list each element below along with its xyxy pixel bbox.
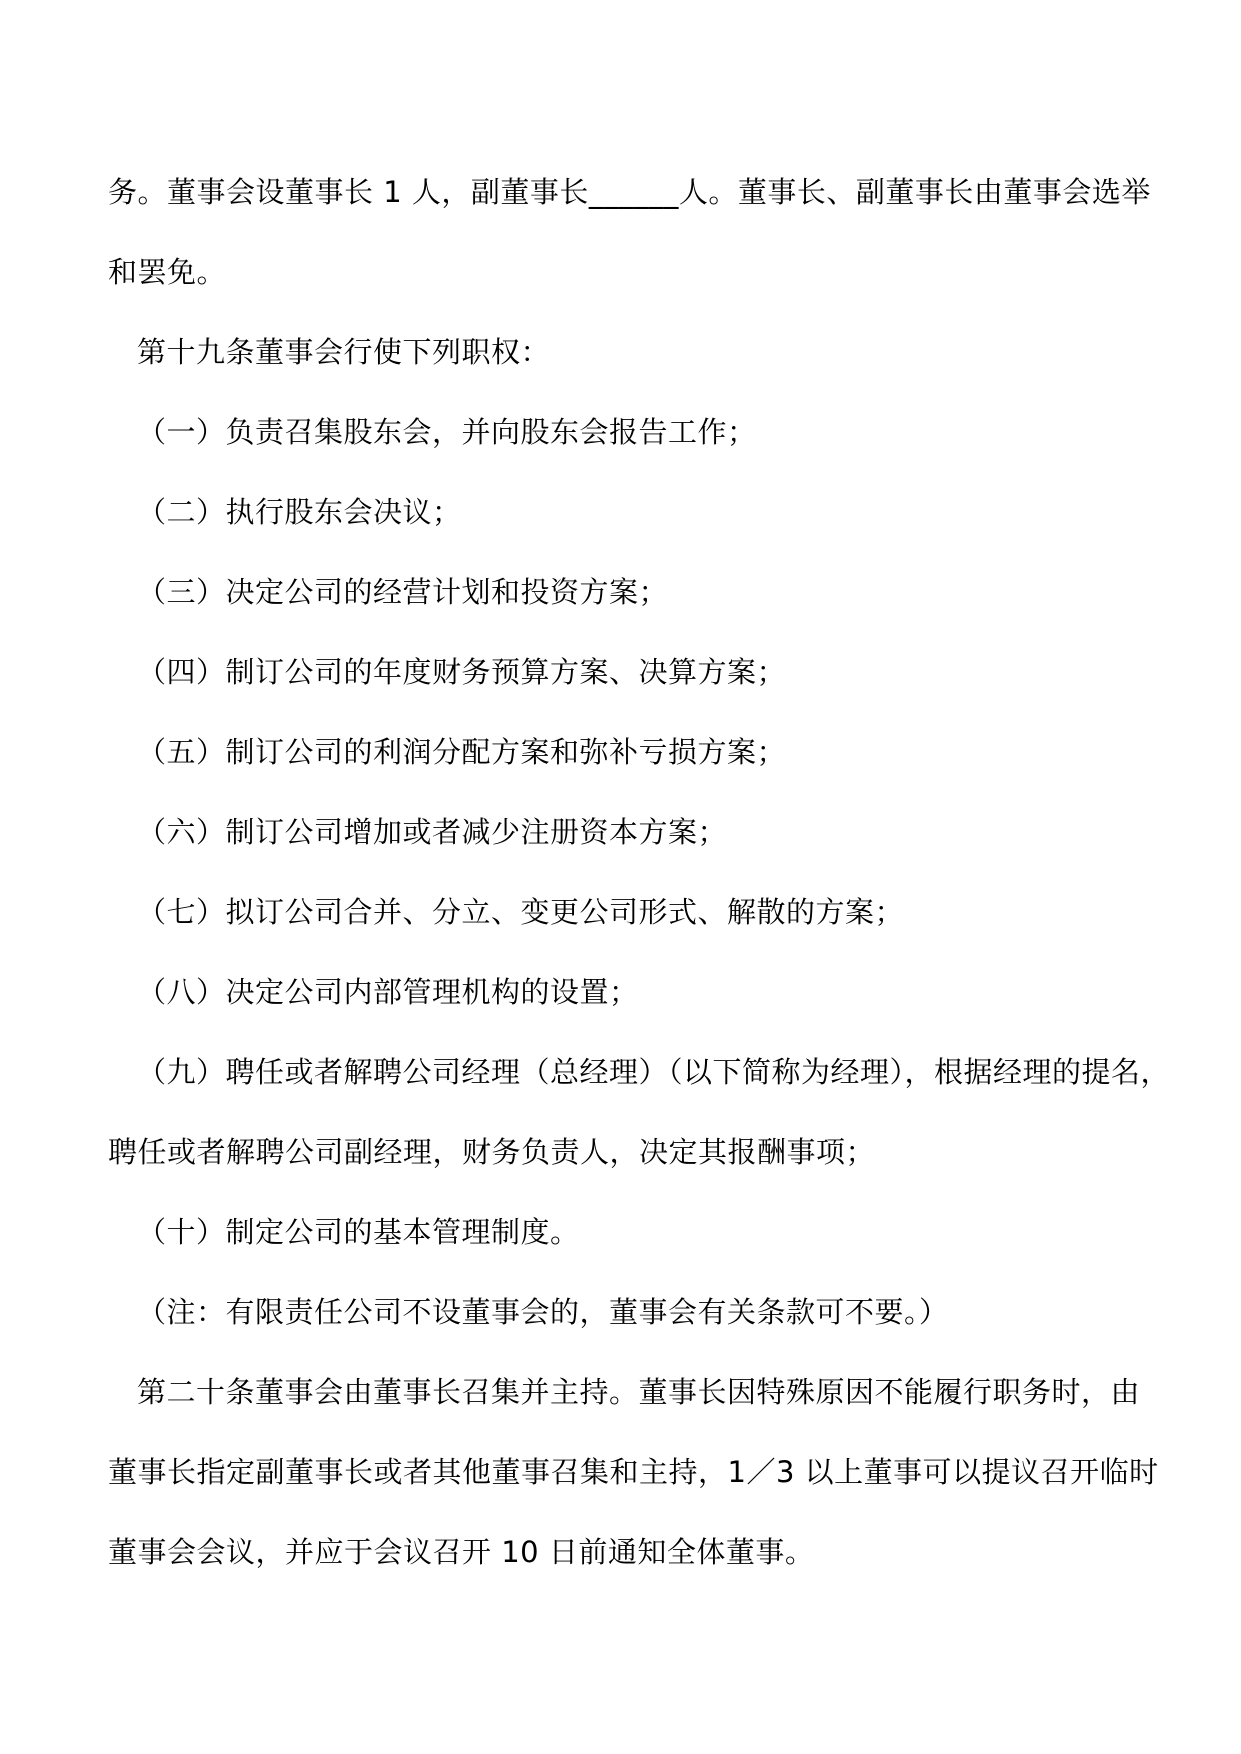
article-19-heading: 第十九条董事会行使下列职权： bbox=[137, 335, 551, 369]
list-item-10: （十）制定公司的基本管理制度。 bbox=[137, 1215, 580, 1249]
list-item-2: （二）执行股东会决议； bbox=[137, 495, 462, 529]
text-line-1: 务。董事会设董事长 1 人，副董事长______人。董事长、副董事长由董事会选举 bbox=[108, 175, 1151, 209]
article-20-line-1: 第二十条董事会由董事长召集并主持。董事长因特殊原因不能履行职务时，由 bbox=[137, 1375, 1141, 1409]
article-20-line-3: 董事会会议，并应于会议召开 10 日前通知全体董事。 bbox=[108, 1535, 815, 1569]
list-item-3: （三）决定公司的经营计划和投资方案； bbox=[137, 575, 669, 609]
article-20-line-2: 董事长指定副董事长或者其他董事召集和主持，1／3 以上董事可以提议召开临时 bbox=[108, 1455, 1159, 1489]
list-item-8: （八）决定公司内部管理机构的设置； bbox=[137, 975, 639, 1009]
list-item-4: （四）制订公司的年度财务预算方案、决算方案； bbox=[137, 655, 787, 689]
list-item-1: （一）负责召集股东会，并向股东会报告工作； bbox=[137, 415, 757, 449]
text-line-2: 和罢免。 bbox=[108, 255, 227, 289]
note-line: （注：有限责任公司不设董事会的，董事会有关条款可不要。） bbox=[137, 1295, 949, 1329]
list-item-7: （七）拟订公司合并、分立、变更公司形式、解散的方案； bbox=[137, 895, 905, 929]
list-item-5: （五）制订公司的利润分配方案和弥补亏损方案； bbox=[137, 735, 787, 769]
list-item-9-continued: 聘任或者解聘公司副经理，财务负责人，决定其报酬事项； bbox=[108, 1135, 876, 1169]
list-item-6: （六）制订公司增加或者减少注册资本方案； bbox=[137, 815, 728, 849]
list-item-9: （九）聘任或者解聘公司经理（总经理）（以下简称为经理），根据经理的提名， bbox=[137, 1055, 1171, 1089]
